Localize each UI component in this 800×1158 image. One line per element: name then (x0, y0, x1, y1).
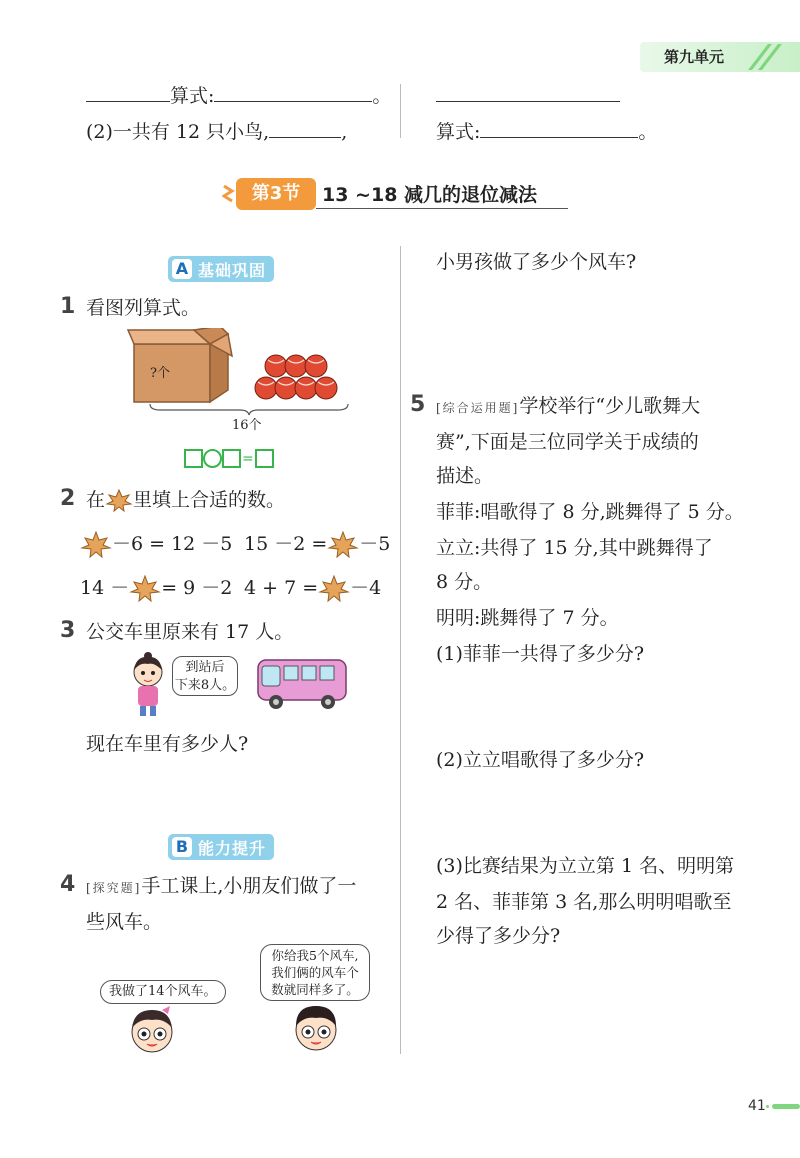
balls-group (248, 352, 348, 404)
maple-leaf-icon[interactable] (129, 575, 161, 603)
equation-template: = (184, 448, 274, 468)
unit-title: 第九单元 (664, 48, 725, 66)
operator-circle[interactable] (203, 449, 222, 468)
speech-bubble: 到站后 下来8人。 (172, 656, 238, 696)
q5-lili-1: 立立:共得了 15 分,其中跳舞得了 (436, 537, 713, 559)
maple-leaf-icon[interactable] (318, 575, 350, 603)
girl-face-icon (124, 1004, 180, 1056)
girl-figure-icon (126, 652, 170, 718)
q5-sub3-1: (3)比赛结果为立立第 1 名、明明第 (436, 855, 735, 877)
question-number: 5 (410, 392, 426, 417)
answer-box[interactable] (184, 449, 203, 468)
bus-icon (256, 656, 348, 712)
section-title-underline (316, 208, 568, 209)
q3-text: 公交车里原来有 17 人。 (86, 621, 294, 643)
q5-line3: 描述。 (436, 465, 494, 487)
q3-question: 现在车里有多少人? (86, 733, 249, 755)
q2-eq1: －6 = 12 －5 (80, 530, 232, 559)
answer-blank[interactable] (436, 83, 620, 102)
q4-text-line1: [探究题]手工课上,小朋友们做了一 (86, 875, 357, 897)
q5-feifei: 菲菲:唱歌得了 8 分,跳舞得了 5 分。 (436, 501, 744, 523)
q4-question: 小男孩做了多少个风车? (436, 251, 637, 273)
q2-eq2: 15 －2 = －5 (244, 530, 390, 559)
formula-blank[interactable] (214, 83, 372, 102)
total-label: 16个 (232, 418, 262, 433)
q5-sub2: (2)立立唱歌得了多少分? (436, 749, 645, 771)
maple-leaf-icon (105, 489, 133, 513)
q2-text: 在 里填上合适的数。 (86, 489, 286, 511)
question-number: 3 (60, 618, 76, 643)
q5-lili-2: 8 分。 (436, 571, 493, 593)
boy-speech-bubble: 你给我5个风车, 我们俩的风车个 数就同样多了。 (260, 944, 370, 1001)
question-number: 4 (60, 872, 76, 897)
column-divider-top (400, 84, 401, 138)
top-right-blank-row (436, 82, 620, 110)
section-title: 13 ~18 减几的退位减法 (322, 184, 538, 206)
top-question-2: (2)一共有 12 只小鸟, , (86, 121, 348, 143)
maple-leaf-icon[interactable] (327, 531, 359, 559)
q5-sub3-3: 少得了多少分? (436, 925, 561, 947)
q5-line1: [综合运用题]学校举行“少儿歌舞大 (436, 395, 701, 417)
formula-blank[interactable] (480, 119, 638, 138)
column-divider (400, 246, 401, 1054)
top-formula-row-2: 算式: 。 (436, 121, 658, 143)
boy-face-icon (288, 1000, 344, 1054)
part-a-badge: A 基础巩固 (168, 256, 274, 282)
page-number: 41 (748, 1098, 766, 1114)
part-b-badge: B 能力提升 (168, 834, 274, 860)
girl-speech-bubble: 我做了14个风车。 (100, 980, 226, 1004)
box-label: ?个 (150, 366, 170, 381)
formula-label: 算式: (170, 85, 215, 107)
q4-text-line2: 些风车。 (86, 911, 163, 933)
q5-sub3-2: 2 名、菲菲第 3 名,那么明明唱歌至 (436, 891, 732, 913)
answer-box[interactable] (222, 449, 241, 468)
q5-line2: 赛”,下面是三位同学关于成绩的 (436, 431, 699, 453)
answer-blank[interactable] (269, 119, 341, 138)
zigzag-icon (222, 184, 236, 206)
question-number: 1 (60, 294, 76, 319)
box-icon (124, 328, 234, 406)
section-badge: 第3节 (236, 178, 316, 210)
top-formula-row-1: 算式: 。 (86, 82, 391, 110)
q2-eq4: 4 + 7 = －4 (244, 574, 381, 603)
answer-blank[interactable] (86, 83, 170, 102)
q1-text: 看图列算式。 (86, 297, 201, 319)
q5-sub1: (1)菲菲一共得了多少分? (436, 643, 645, 665)
question-number: 2 (60, 486, 76, 511)
page-dot (766, 1105, 769, 1108)
q2-eq3: 14 － = 9 －2 (80, 574, 232, 603)
maple-leaf-icon[interactable] (80, 531, 112, 559)
corner-stripes-icon (742, 40, 782, 70)
page-bar (772, 1104, 800, 1109)
q5-mingming: 明明:跳舞得了 7 分。 (436, 607, 619, 629)
answer-box[interactable] (255, 449, 274, 468)
